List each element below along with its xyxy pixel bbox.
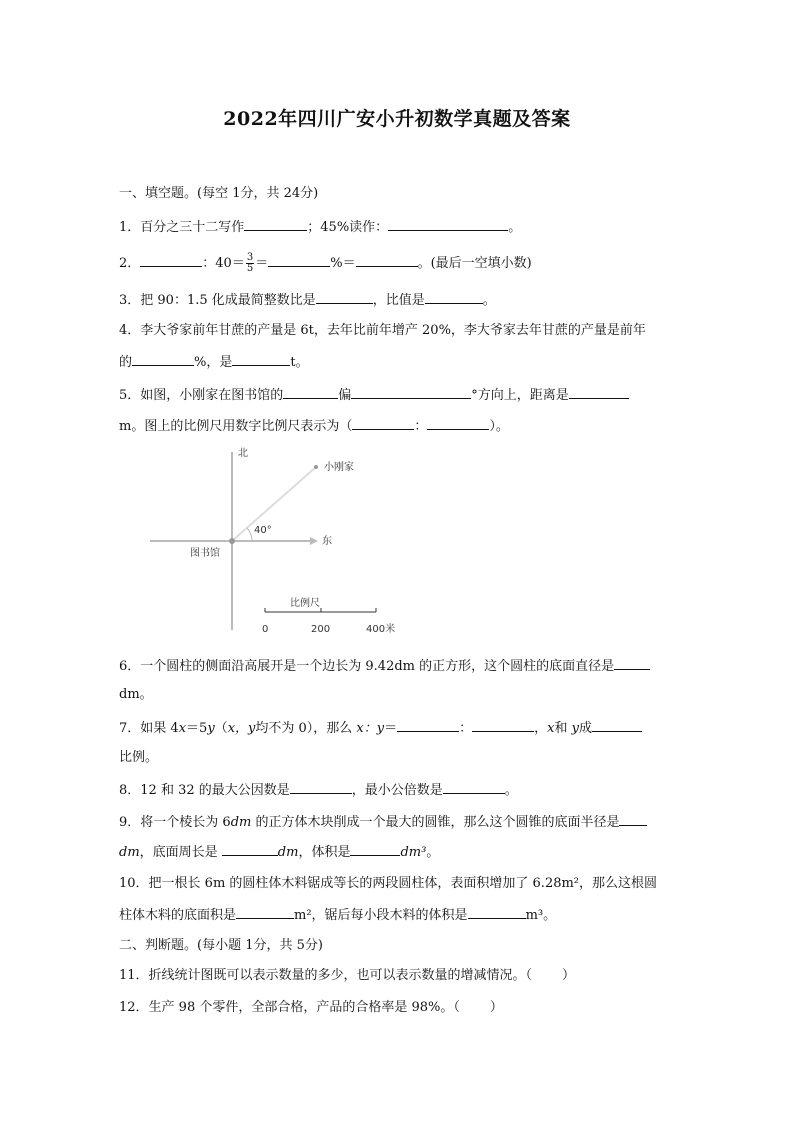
answer-blank[interactable] <box>592 718 642 732</box>
answer-blank[interactable] <box>236 905 294 919</box>
question-6-line-1: 6．一个圆柱的侧面沿高展开是一个边长为 9.42dm 的正方形，这个圆柱的底面直径是 <box>119 656 650 676</box>
question-10-line-2: 柱体木料的底面积是 m²，锯后每小段木料的体积是 m³。 <box>119 905 556 925</box>
question-5-line-2: m。图上的比例尺用数字比例尺表示为（ ： ）。 <box>119 416 509 436</box>
question-11: 11．折线统计图既可以表示数量的多少，也可以表示数量的增减情况。（ ） <box>119 968 576 983</box>
home-point <box>314 465 318 469</box>
question-8: 8．12 和 32 的最大公因数是 ，最小公倍数是 。 <box>119 780 518 800</box>
answer-blank[interactable] <box>316 290 373 304</box>
direction-line <box>232 467 316 541</box>
question-3: 3．把 90：1.5 化成最简整数比是 ，比值是 。 <box>119 290 496 310</box>
scale-label-400: 400米 <box>366 624 396 635</box>
answer-blank[interactable] <box>619 812 647 826</box>
answer-blank[interactable] <box>140 253 202 267</box>
question-5-line-1: 5．如图，小刚家在图书馆的 偏 °方向上，距离是 <box>119 385 629 405</box>
answer-blank[interactable] <box>388 217 508 231</box>
east-label: 东 <box>322 536 332 547</box>
page-title: 2022年四川广安小升初数学真题及答案 <box>223 108 571 130</box>
home-label: 小刚家 <box>324 462 354 473</box>
answer-blank[interactable] <box>351 385 471 399</box>
answer-blank[interactable] <box>132 352 194 366</box>
answer-blank[interactable] <box>397 718 459 732</box>
question-4-line-1: 4．李大爷家前年甘蔗的产量是 6t，去年比前年增产 20%，李大爷家去年甘蔗的产量是前年 <box>119 323 646 338</box>
question-9-line-2: dm，底面周长是 dm，体积是 dm³。 <box>119 842 439 862</box>
question-9-line-1: 9．将一个棱长为 6dm 的正方体木块削成一个最大的圆锥，那么这个圆锥的底面半径是 <box>119 812 647 832</box>
section-heading-true-false: 二、判断题。(每小题 1分，共 5分) <box>119 938 323 953</box>
answer-blank[interactable] <box>244 217 307 231</box>
answer-blank[interactable] <box>290 780 352 794</box>
question-4-line-2: 的 %，是 t。 <box>119 352 309 372</box>
answer-blank[interactable] <box>283 385 338 399</box>
scale-title: 比例尺 <box>290 598 320 609</box>
answer-blank[interactable] <box>569 385 629 399</box>
answer-blank[interactable] <box>222 842 278 856</box>
north-label: 北 <box>238 448 248 459</box>
east-arrow-icon <box>310 537 318 545</box>
angle-label: 40° <box>254 525 272 536</box>
answer-blank[interactable] <box>614 656 650 670</box>
question-12: 12．生产 98 个零件，全部合格，产品的合格率是 98%。（ ） <box>119 1000 503 1015</box>
answer-blank[interactable] <box>356 253 418 267</box>
library-label: 图书馆 <box>190 548 220 559</box>
question-10-line-1: 10．把一根长 6m 的圆柱体木料锯成等长的两段圆柱体，表面积增加了 6.28m²，那么这根圆 <box>119 876 658 891</box>
question-7-line-1: 7．如果 4x＝5y（x，y均不为 0），那么 x：y＝ ： ，x和 y成 <box>119 718 642 738</box>
answer-blank[interactable] <box>268 253 330 267</box>
question-7-line-2: 比例。 <box>119 750 159 765</box>
question-2: 2． ：40＝ $\frac{3}{5}$ ＝ %＝ 。(最后一空填小数) <box>119 252 532 274</box>
answer-blank[interactable] <box>425 290 483 304</box>
question-6-line-2: dm。 <box>119 687 153 702</box>
answer-blank[interactable] <box>443 780 505 794</box>
scale-label-200: 200 <box>311 624 331 635</box>
scale-label-0: 0 <box>262 624 269 635</box>
answer-blank[interactable] <box>232 352 290 366</box>
answer-blank[interactable] <box>468 905 526 919</box>
angle-arc <box>247 528 252 541</box>
answer-blank[interactable] <box>352 416 414 430</box>
answer-blank[interactable] <box>350 842 400 856</box>
section-heading-fill-blank: 一、填空题。(每空 1分，共 24分) <box>119 186 319 201</box>
fraction: $\frac{3}{5}$ <box>246 252 254 274</box>
answer-blank[interactable] <box>472 718 534 732</box>
library-point <box>229 538 235 544</box>
question-1: 1．百分之三十二写作 ；45%读作： 。 <box>119 217 521 237</box>
direction-diagram <box>140 440 420 640</box>
answer-blank[interactable] <box>427 416 489 430</box>
